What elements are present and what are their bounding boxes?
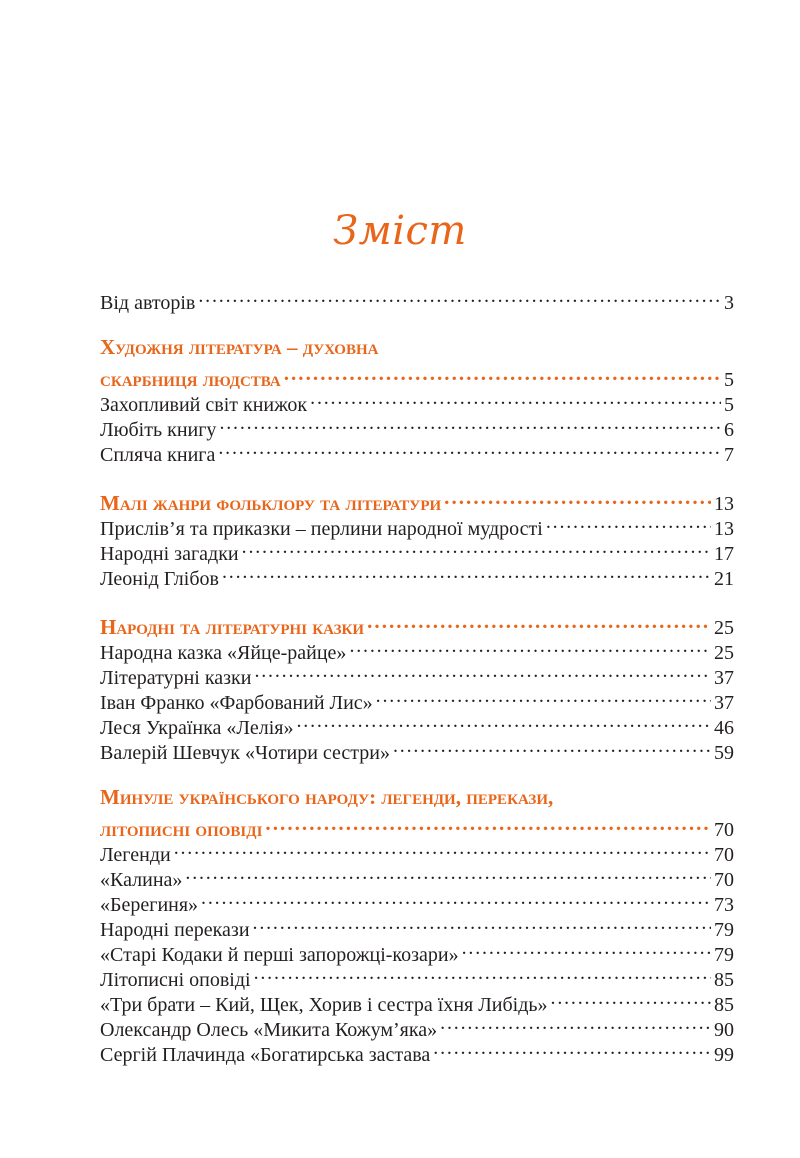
toc-entry-label: «Старі Кодаки й перші запорожці-козари» <box>100 944 459 966</box>
toc-entry-label: Народні загадки <box>100 543 239 565</box>
toc-page-number: 3 <box>724 292 734 314</box>
toc-entry-label: Любіть книгу <box>100 419 217 441</box>
toc-entry-label: «Три брати – Кий, Щек, Хорив і сестра їхня Либідь» <box>100 994 548 1016</box>
dot-leader <box>222 560 711 585</box>
toc-entry-label: «Берегиня» <box>100 894 199 916</box>
toc-entry-intro[interactable] <box>100 284 734 314</box>
section-heading-line: Художня література – духовна <box>100 335 379 359</box>
section-heading-label: літописні оповіді <box>100 817 263 841</box>
dot-leader <box>546 510 711 535</box>
toc-page-number: 85 <box>714 994 734 1016</box>
dot-leader <box>219 411 721 436</box>
toc-page-number: 85 <box>714 969 734 991</box>
dot-leader <box>349 634 711 659</box>
toc-section-heading[interactable] <box>100 811 734 841</box>
dot-leader <box>376 684 711 709</box>
dot-leader <box>551 986 711 1011</box>
dot-leader <box>440 1011 711 1036</box>
toc-page-number: 59 <box>714 742 734 764</box>
toc-entry[interactable] <box>100 886 734 916</box>
toc-page-number: 79 <box>714 944 734 966</box>
section-heading-line: Минуле українського народу: легенди, перекази, <box>100 785 554 809</box>
toc-page-number: 79 <box>714 919 734 941</box>
toc-page-number: 37 <box>714 667 734 689</box>
toc-entry[interactable] <box>100 861 734 891</box>
dot-leader <box>242 535 711 560</box>
toc-entry-label: Літературні казки <box>100 667 252 689</box>
toc-page-number: 13 <box>714 518 734 540</box>
toc-page-number: 25 <box>714 642 734 664</box>
toc-entry-label: Літописні оповіді <box>100 969 251 991</box>
toc-page-number: 5 <box>724 394 734 416</box>
toc-page-number: 37 <box>714 692 734 714</box>
dot-leader <box>174 836 711 861</box>
toc-entry-label: Народна казка «Яйце-райце» <box>100 642 347 664</box>
toc-entry-label: Спляча книга <box>100 444 216 466</box>
toc-page-number: 73 <box>714 894 734 916</box>
dot-leader <box>265 811 711 836</box>
dot-leader <box>462 936 711 961</box>
toc-section-heading[interactable] <box>100 609 734 639</box>
toc-entry-label: Прислів’я та приказки – перлини народної мудрості <box>100 518 543 540</box>
toc-page-number: 70 <box>714 844 734 866</box>
dot-leader <box>393 734 711 759</box>
toc-page-number: 46 <box>714 717 734 739</box>
dot-leader <box>254 659 711 684</box>
page-title: Зміст <box>333 208 467 254</box>
section-heading-label: Народні та літературні казки <box>100 615 365 639</box>
dot-leader <box>201 886 711 911</box>
toc-page-number: 99 <box>714 1044 734 1066</box>
toc-page-number: 7 <box>724 444 734 466</box>
dot-leader <box>218 436 721 461</box>
dot-leader <box>198 284 721 309</box>
toc-entry-label: Легенди <box>100 844 171 866</box>
dot-leader <box>433 1036 711 1061</box>
dot-leader <box>185 861 711 886</box>
toc-section-heading[interactable] <box>100 485 734 515</box>
toc-page-number: 21 <box>714 568 734 590</box>
toc-page-number: 6 <box>724 419 734 441</box>
toc-entry-label: Сергій Плачинда «Богатирська застава <box>100 1044 431 1066</box>
toc-entry-label: Леся Українка «Лелія» <box>100 717 294 739</box>
toc-page-number: 13 <box>714 493 734 515</box>
toc-entry-label: Народні перекази <box>100 919 250 941</box>
dot-leader <box>367 609 711 634</box>
dot-leader <box>444 485 711 510</box>
toc-section-heading[interactable] <box>100 361 734 391</box>
toc-entry-label: Захопливий світ книжок <box>100 394 308 416</box>
dot-leader <box>284 361 721 386</box>
toc-page-number: 25 <box>714 617 734 639</box>
section-heading-label: скарбниця людства <box>100 367 281 391</box>
dot-leader <box>310 386 721 411</box>
toc-entry[interactable] <box>100 836 734 866</box>
toc-page-number: 5 <box>724 369 734 391</box>
dot-leader <box>296 709 711 734</box>
toc-entry-label: Іван Франко «Фарбований Лис» <box>100 692 373 714</box>
toc-entry-label: Олександр Олесь «Микита Кожум’яка» <box>100 1019 438 1041</box>
section-heading-label: Малі жанри фольклору та літератури <box>100 491 442 515</box>
toc-entry-label: «Калина» <box>100 869 183 891</box>
toc-page-number: 70 <box>714 869 734 891</box>
toc-page-number: 70 <box>714 819 734 841</box>
toc-entry-label: Від авторів <box>100 292 196 314</box>
dot-leader <box>253 911 711 936</box>
toc-entry-label: Валерій Шевчук «Чотири сестри» <box>100 742 390 764</box>
dot-leader <box>254 961 711 986</box>
toc-page-number: 90 <box>714 1019 734 1041</box>
toc-entry-label: Леонід Глібов <box>100 568 219 590</box>
table-of-contents <box>100 284 734 1066</box>
toc-page-number: 17 <box>714 543 734 565</box>
